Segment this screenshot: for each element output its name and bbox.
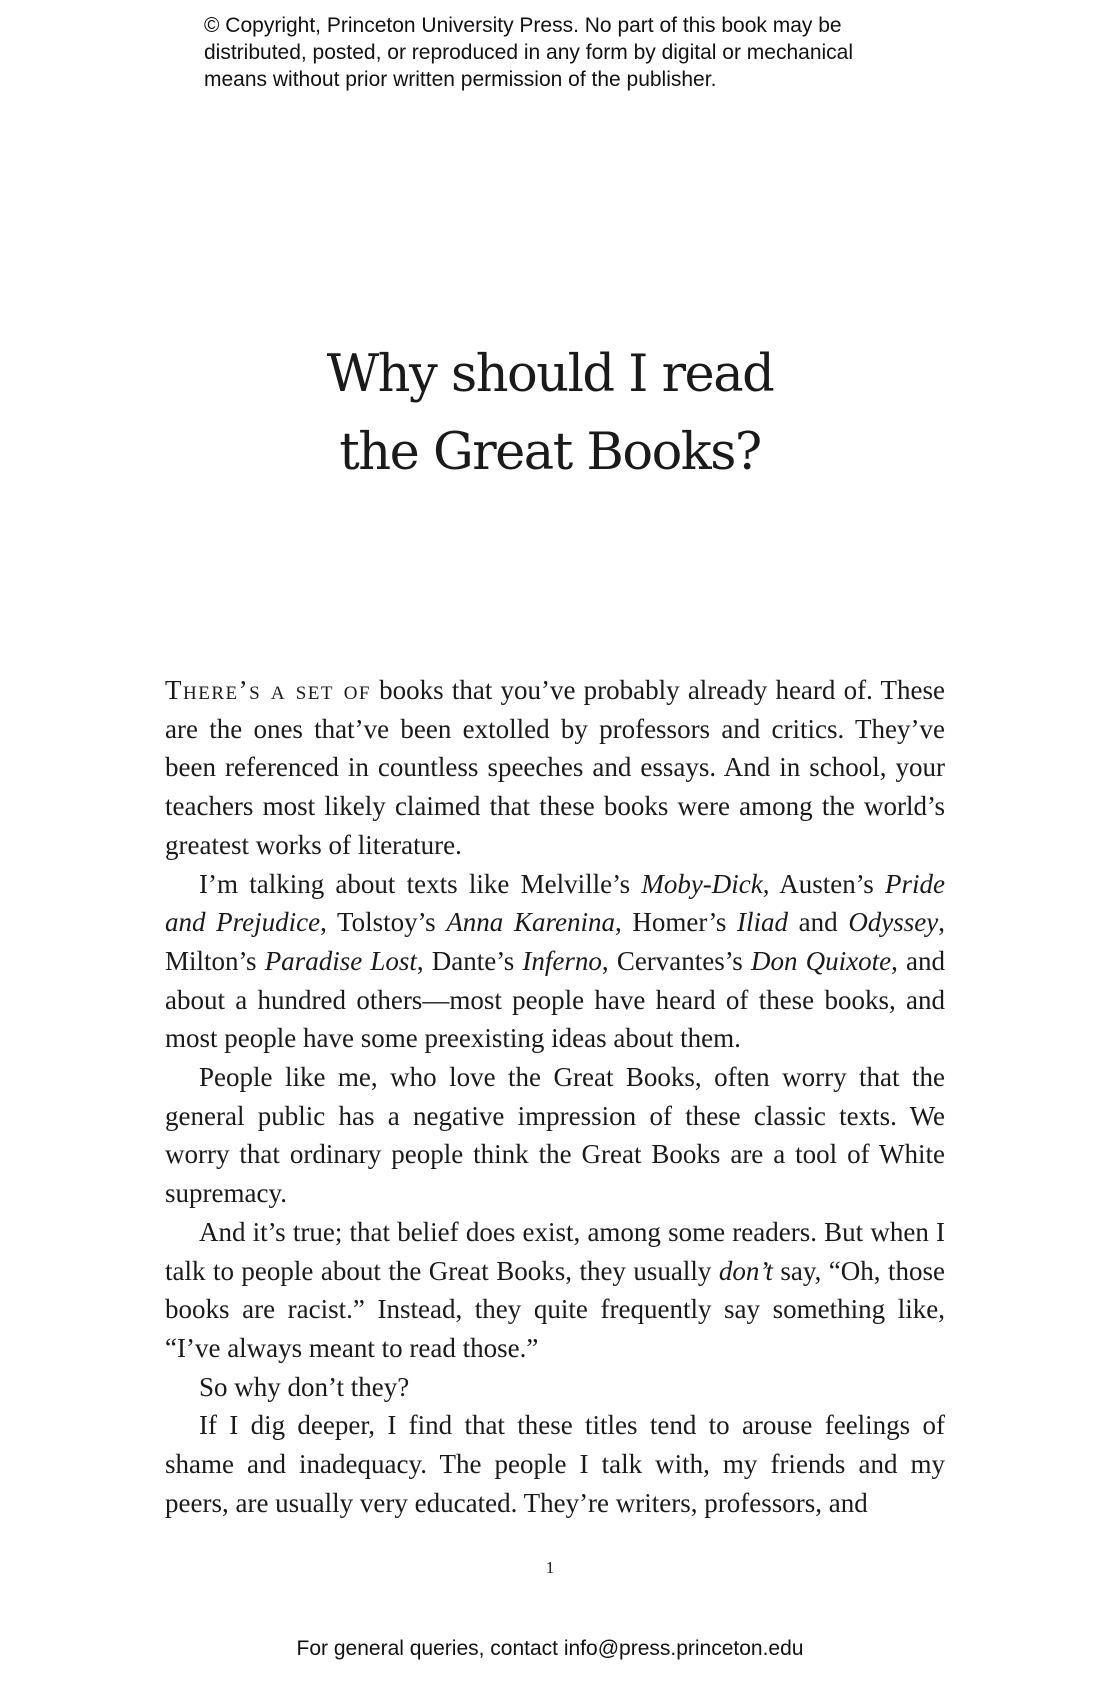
copyright-line: © Copyright, Princeton University Press. No part of this book may be: [204, 14, 842, 37]
copyright-notice: [204, 12, 924, 93]
paragraph-text: , Cervantes’s: [601, 945, 751, 976]
book-title: Odyssey: [848, 907, 939, 938]
paragraph: [165, 671, 945, 865]
paragraph: [165, 1213, 945, 1368]
paragraph-text: , Homer’s: [614, 907, 738, 938]
paragraph-text: , Tolstoy’s: [320, 907, 447, 938]
paragraph-text: I’m talking about texts like Melville’s: [199, 868, 642, 899]
paragraph-text: , Milton’s: [165, 907, 946, 976]
book-title: Don Quixote: [750, 945, 892, 976]
copyright-line: means without prior written permission of the publisher.: [204, 68, 717, 91]
page-number: 1: [545, 1558, 555, 1577]
body-text: [165, 671, 945, 1522]
chapter-title-line: the Great Books?: [339, 423, 761, 482]
book-title: Iliad: [737, 907, 789, 938]
book-title: Inferno: [522, 945, 602, 976]
chapter-title-line: Why should I read: [326, 345, 774, 404]
book-title: Paradise Lost: [264, 945, 417, 976]
paragraph-text: books that you’ve probably already heard of. These are the ones that’ve been extolled by professors and critics. They’ve been referenced in countless speeches and essays. And in school, your teachers most likely claimed that these books were among the world’s greatest works of literature.: [165, 675, 945, 860]
lead-in-small-caps: There’s a set of: [165, 675, 371, 705]
chapter-title: [150, 336, 950, 492]
paragraph: People like me, who love the Great Books, often worry that the general public has a negative impression of these classic texts. We worry that ordinary people think the Great Books are a tool of White supremacy.: [165, 1062, 945, 1209]
paragraph-text: and: [788, 907, 849, 938]
paragraph-text: , Austen’s: [762, 868, 885, 899]
paragraph-text: And it’s true; that belief does exist, among some readers. But when I talk to people about the Great Books, they usually: [165, 1216, 945, 1286]
paragraph: [165, 865, 945, 1059]
book-title: Anna Karenina: [446, 907, 615, 938]
footer-contact: For general queries, contact info@press.princeton.edu: [296, 1637, 804, 1660]
paragraph-text: say, “Oh, those books are racist.” Instead, they quite frequently say something like, “I’ve always meant to read those.”: [165, 1255, 945, 1363]
paragraph: If I dig deeper, I find that these titles tend to arouse feelings of shame and inadequacy. The people I talk with, my friends and my peers, are usually very educated. They’re writers, professors, and: [165, 1410, 945, 1518]
paragraph-text: , Dante’s: [416, 945, 523, 976]
book-title: Pride and Prejudice: [165, 868, 945, 938]
copyright-line: distributed, posted, or reproduced in any form by digital or mechanical: [204, 41, 854, 64]
paragraph-text: , and about a hundred others—most people have heard of these books, and most people have some preexisting ideas about them.: [165, 945, 945, 1054]
paragraph: So why don’t they?: [199, 1371, 410, 1402]
book-title: Moby-Dick: [641, 868, 763, 899]
emphasis: don’t: [718, 1255, 773, 1286]
